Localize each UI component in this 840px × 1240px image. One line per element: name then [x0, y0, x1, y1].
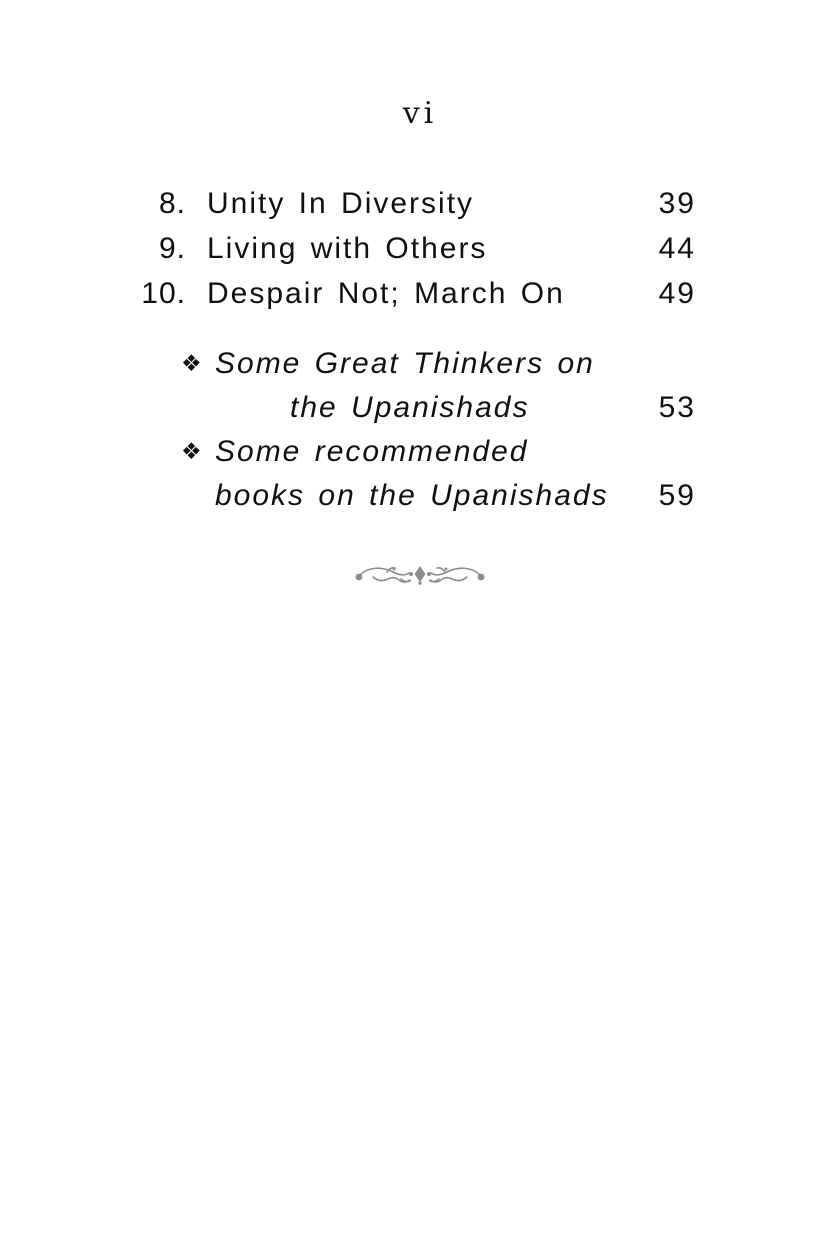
toc-supplement-entry — [120, 342, 696, 430]
diamond-bullet-icon: ❖ — [181, 439, 202, 465]
toc-supplement-list — [120, 342, 696, 518]
chapter-number: 10. — [141, 276, 186, 310]
chapter-number: 9. — [158, 231, 186, 265]
chapter-title: Unity In Diversity — [207, 186, 475, 220]
chapter-title: Despair Not; March On — [207, 276, 565, 310]
supplement-title — [215, 430, 659, 518]
chapter-title: Living with Others — [207, 231, 488, 265]
supplement-title — [215, 342, 659, 430]
supplement-title-line1: Some recommended — [215, 435, 529, 468]
floral-divider-ornament — [0, 560, 840, 590]
supplement-title-line2: books on the Upanishads — [215, 479, 609, 512]
floral-divider-icon — [353, 560, 487, 590]
toc-entry — [120, 271, 696, 316]
chapter-number: 8. — [158, 186, 186, 220]
chapter-page: 44 — [658, 231, 696, 265]
supplement-page: 59 — [658, 479, 696, 512]
chapter-page: 39 — [658, 186, 696, 220]
toc-entry — [120, 181, 696, 226]
toc-supplement-entry — [120, 430, 696, 518]
page-number-header: vi — [402, 96, 438, 131]
chapter-page: 49 — [658, 276, 696, 310]
toc-entry — [120, 226, 696, 271]
toc-chapter-list — [120, 181, 696, 316]
diamond-bullet-icon: ❖ — [181, 351, 202, 377]
supplement-title-line1: Some Great Thinkers on — [215, 347, 595, 380]
supplement-page: 53 — [658, 391, 696, 424]
supplement-title-line2: the Upanishads — [290, 391, 530, 424]
